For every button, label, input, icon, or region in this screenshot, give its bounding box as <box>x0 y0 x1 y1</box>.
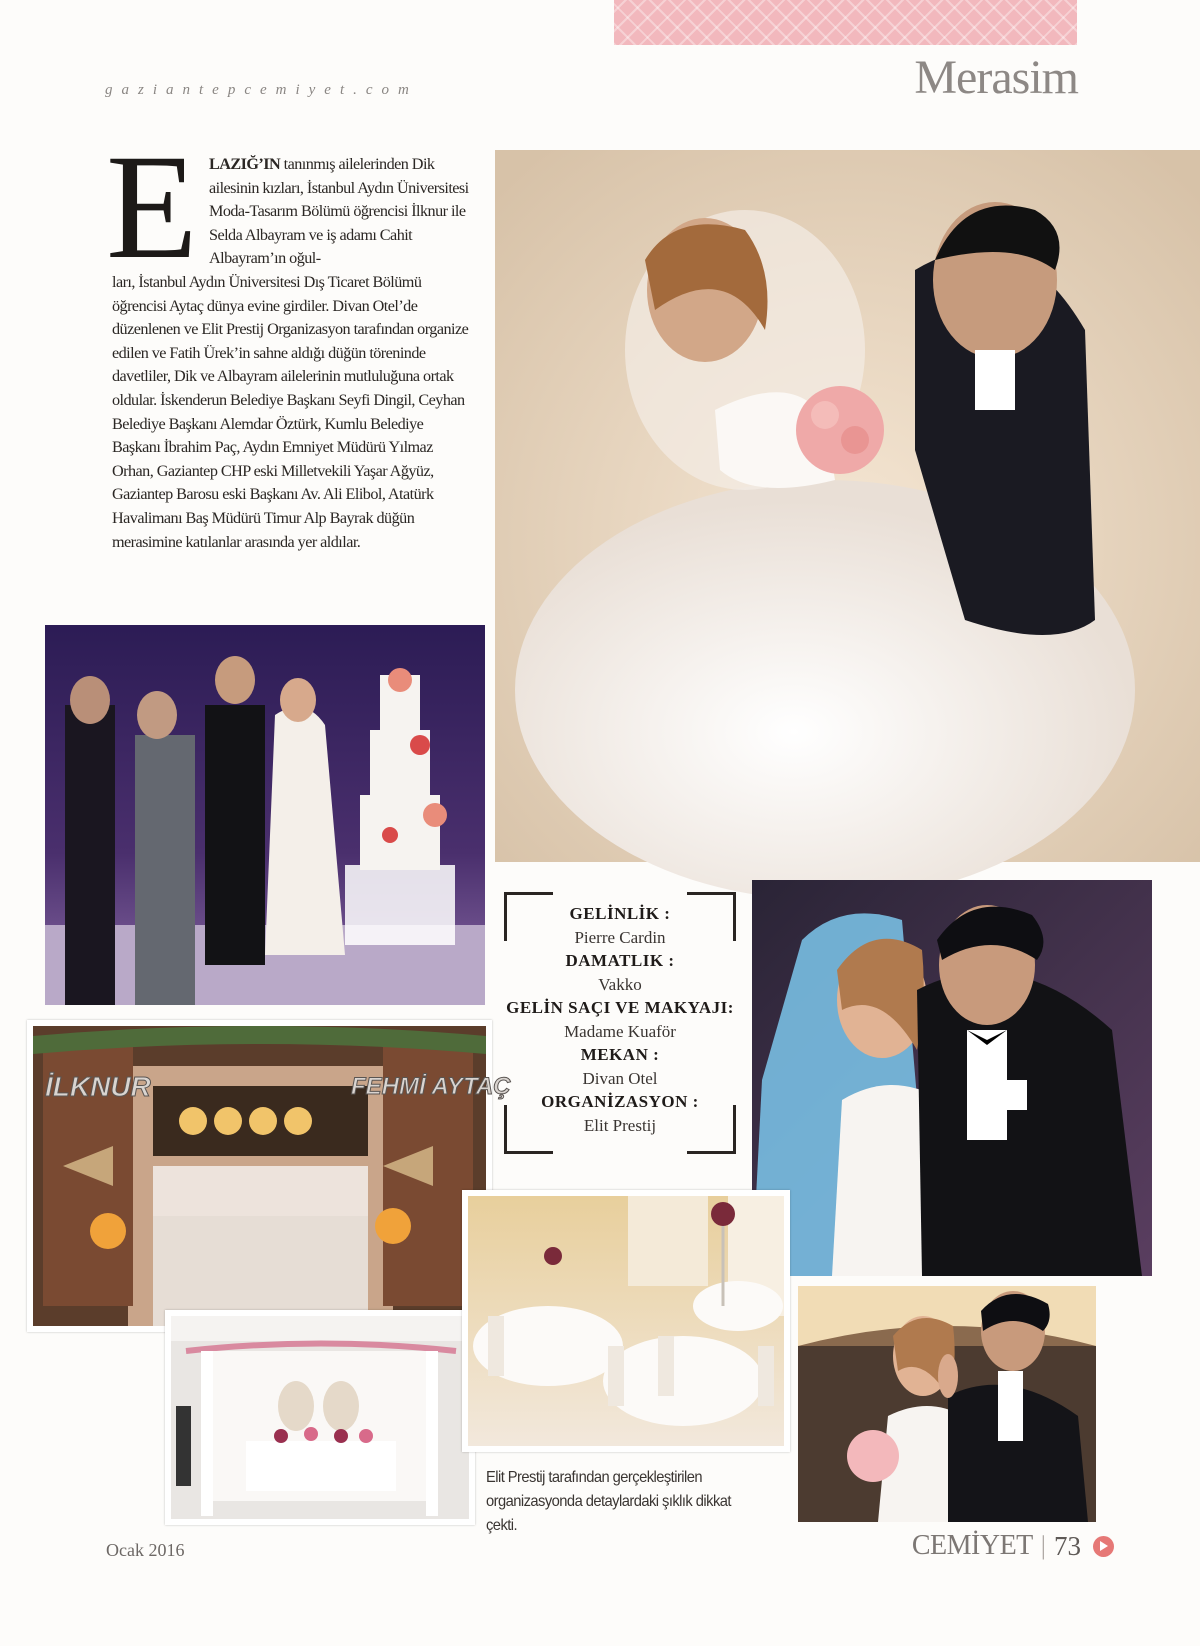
main-couple-photo <box>495 150 1200 862</box>
reception-hall-photo <box>462 1190 790 1452</box>
footer-separator: | <box>1040 1531 1046 1560</box>
credit-value: Madame Kuaför <box>564 1021 676 1041</box>
article-lead: LAZIĞ’IN <box>209 155 281 173</box>
credit-label: MEKAN : <box>580 1045 660 1064</box>
bridal-table-photo <box>165 1310 475 1525</box>
credit-value: Pierre Cardin <box>574 927 666 947</box>
cake-cutting-photo <box>45 625 485 1005</box>
decorative-pattern-band <box>614 0 1077 45</box>
page-number: 73 <box>1054 1530 1081 1561</box>
sign-fehmi-aytac: FEHMİ AYTAÇ <box>351 1073 511 1100</box>
credit-label: GELİNLİK : <box>569 904 671 923</box>
caption-line: Elit Prestij tarafından gerçekleştirilen <box>486 1469 703 1486</box>
venue-entrance-photo <box>27 1020 511 1332</box>
credit-value: Divan Otel <box>582 1068 658 1088</box>
couple-waving-photo <box>798 1286 1096 1522</box>
article-line1: tanınmış ailelerinden Dik ailesinin kızları, İstanbul Aydın Üniversitesi Moda-Tasarım Bölümü öğrencisi İlknur ile Selda Albayram ve iş adamı Cahit Albayram’ın oğul- <box>209 155 469 268</box>
magazine-brand: CEMİYET <box>911 1530 1033 1561</box>
couple-portrait-photo <box>752 880 1152 1276</box>
drop-cap: E <box>106 124 198 290</box>
credit-label: ORGANİZASYON : <box>541 1092 699 1111</box>
sign-ilknur: İLKNUR <box>45 1071 151 1102</box>
photo-caption <box>486 1466 762 1538</box>
page-footer <box>912 1530 1114 1562</box>
article-text-body: ları, İstanbul Aydın Üniversitesi Dış Ticaret Bölümü öğrencisi Aytaç dünya evine girdiler. Divan Otel’de düzenlenen ve Elit Prestij Organizasyon tarafından organize edilen ve Fatih Ürek’in sahne aldığı düğün töreninde davetliler, Dik ve Albayram ailelerinin mutluluğuna ortak oldular. İskenderun Belediye Başkanı Seyfi Dingil, Ceyhan Belediye Başkanı Alemdar Öztürk, Kumlu Belediye Başkanı İbrahim Paç, Aydın Emniyet Müdürü Yılmaz Orhan, Gaziantep CHP eski Milletvekili Yaşar Ağyüz, Gaziantep Barosu eski Başkanı Av. Ali Elibol, Atatürk Havalimanı Baş Müdürü Timur Alp Bayrak düğün merasimine katılanlar arasında yer aldılar. <box>112 273 469 551</box>
section-title: Merasim <box>914 51 1078 104</box>
caption-line: organizasyonda detaylardaki şıklık dikkat çekti. <box>486 1493 731 1534</box>
article-text-top <box>209 153 469 271</box>
credits-box <box>500 888 740 1158</box>
site-name: gaziantepcemiyet.com <box>105 82 418 98</box>
credits-list <box>500 902 740 1137</box>
credit-label: DAMATLIK : <box>565 951 675 970</box>
next-page-arrow-icon[interactable] <box>1093 1536 1114 1557</box>
credit-label: GELİN SAÇI VE MAKYAJI: <box>506 998 734 1017</box>
credit-value: Elit Prestij <box>583 1115 657 1135</box>
credit-value: Vakko <box>598 974 642 994</box>
issue-date: Ocak 2016 <box>106 1540 185 1560</box>
